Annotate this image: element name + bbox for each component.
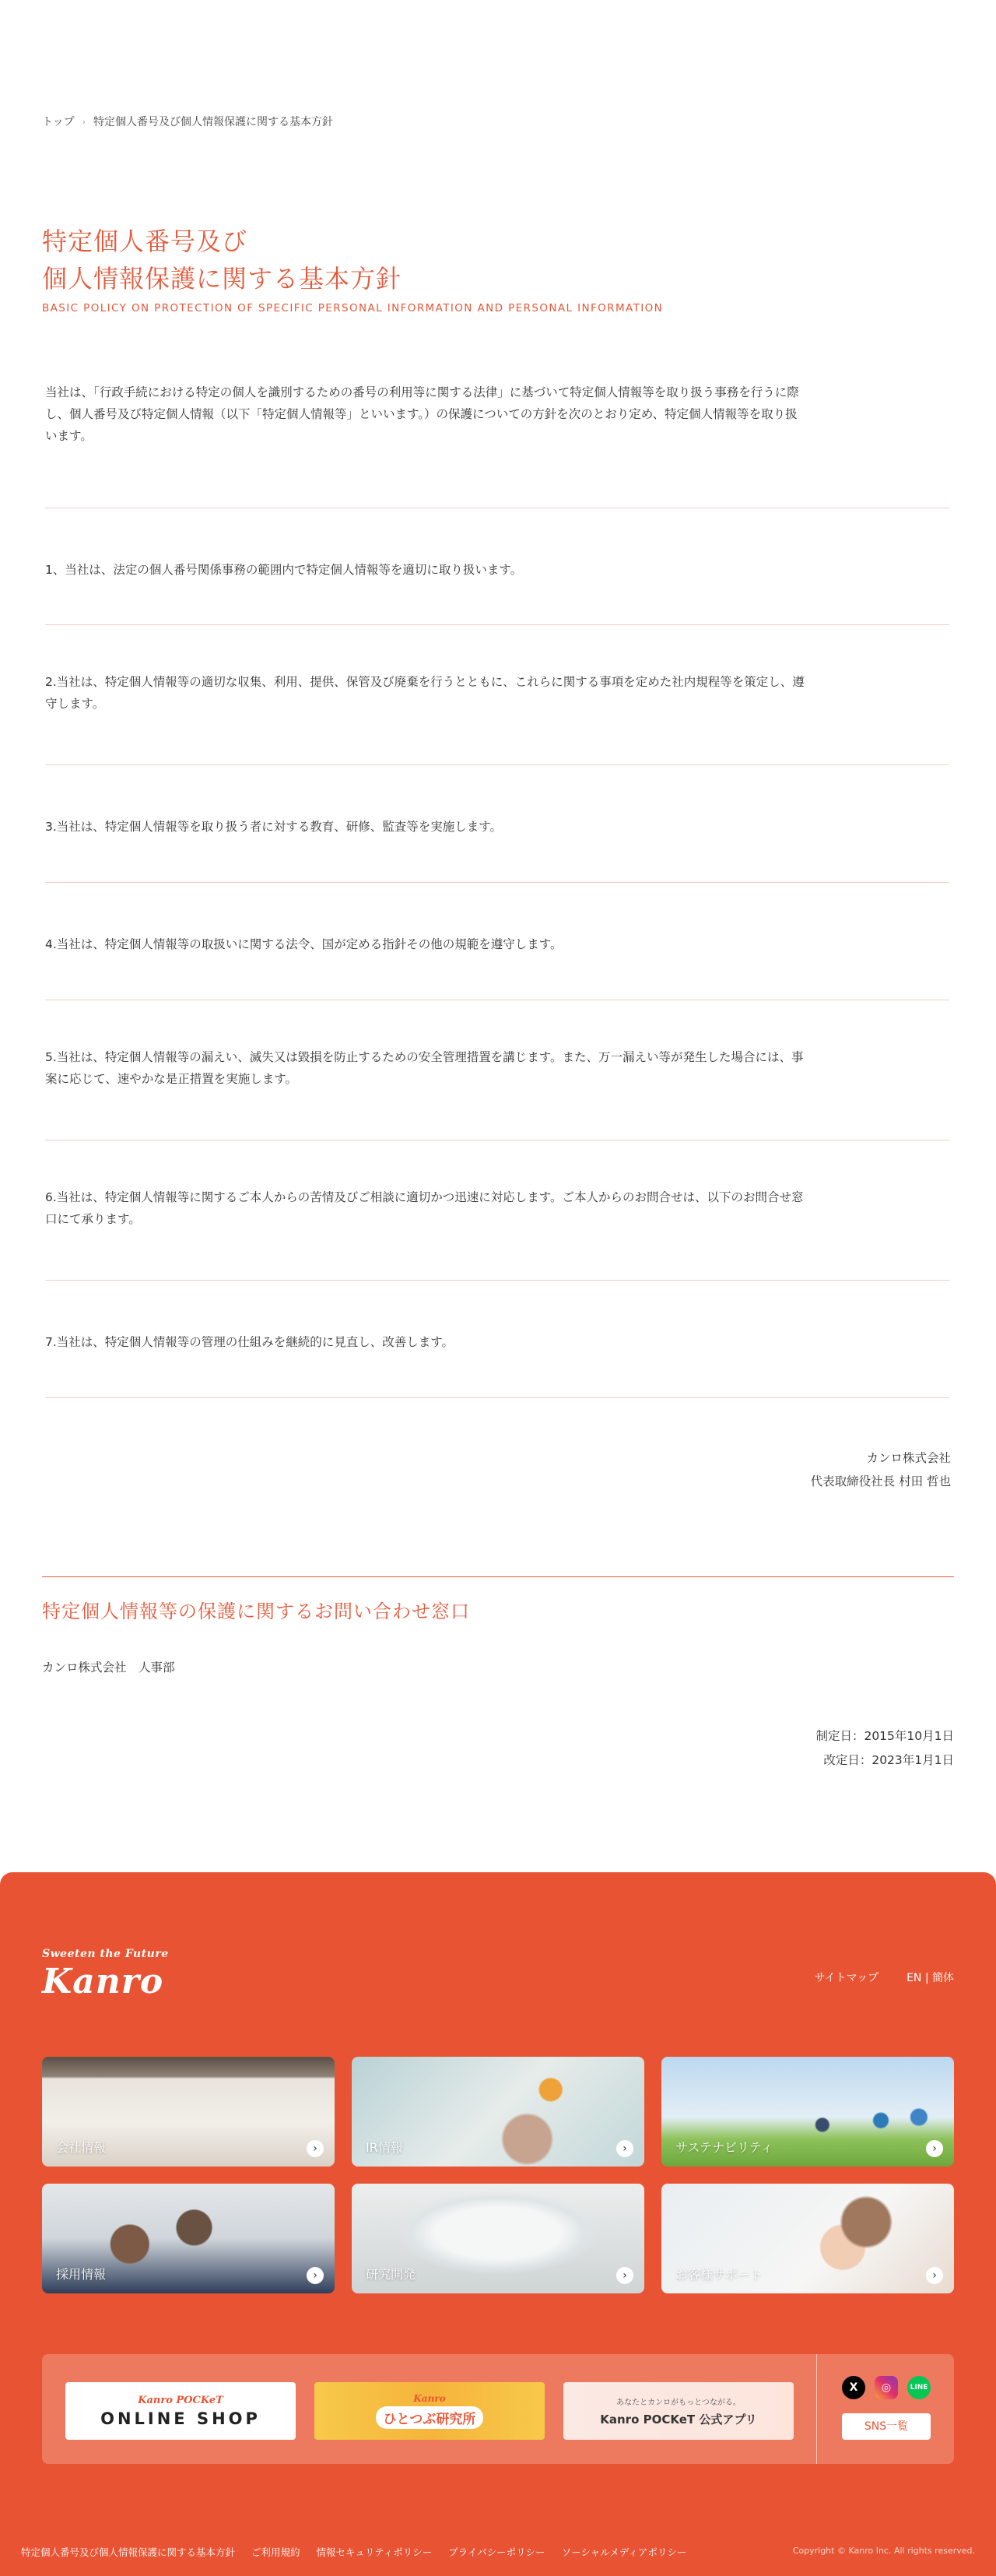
logo-wordmark: Kanro — [42, 1962, 164, 2001]
footer-link-terms[interactable]: ご利用規約 — [251, 2546, 300, 2558]
footer-link-security-policy[interactable]: 情報セキュリティポリシー — [316, 2546, 433, 2558]
contact-title: 特定個人情報等の保護に関するお問い合わせ窓口 — [42, 1601, 470, 1622]
footer-link-basic-policy[interactable]: 特定個人番号及び個人情報保護に関する基本方針 — [21, 2546, 236, 2558]
divider — [45, 882, 949, 883]
online-shop-brand: Kanro POCKeT — [138, 2394, 223, 2406]
page-title — [42, 223, 663, 297]
sns-list-button[interactable]: SNS一覧 — [842, 2413, 931, 2440]
sitemap-link[interactable]: サイトマップ — [814, 1972, 879, 1984]
chevron-right-icon: › — [616, 2267, 633, 2284]
divider — [45, 1397, 949, 1398]
signature-representative: 代表取締役社長 村田 哲也 — [810, 1474, 951, 1488]
line-icon[interactable]: LINE — [907, 2376, 931, 2399]
card-customer-support[interactable] — [661, 2184, 954, 2293]
policy-dates — [815, 1724, 954, 1773]
chevron-right-icon: › — [307, 2140, 324, 2157]
page-title-line-1: 特定個人番号及び — [42, 227, 248, 256]
divider — [45, 624, 949, 625]
instagram-icon[interactable]: ◎ — [875, 2376, 898, 2399]
card-label: サステナビリティ — [675, 2140, 773, 2155]
policy-item-6: 6.当社は、特定個人情報等に関するご本人からの苦情及びご相談に適切かつ迅速に対応します。ご本人からのお問合せは、以下のお問合せ窓口にて承ります。 — [45, 1190, 804, 1226]
signature — [811, 1446, 951, 1493]
policy-item-2: 2.当社は、特定個人情報等の適切な収集、利用、提供、保管及び廃棄を行うとともに、これらに関する事項を定めた社内規程等を策定し、遵守します。 — [45, 675, 805, 711]
revised-date: 改定日：2023年1月1日 — [823, 1753, 954, 1767]
card-label: IR情報 — [366, 2140, 403, 2155]
policy-item-5: 5.当社は、特定個人情報等の漏えい、滅失又は毀損を防止するための安全管理措置を講じます。また、万一漏えい等が発生した場合には、事案に応じて、速やかな是正措置を実施します。 — [45, 1050, 804, 1086]
footer-link-privacy-policy[interactable]: プライバシーポリシー — [448, 2546, 545, 2558]
card-label: 会社情報 — [56, 2140, 107, 2155]
breadcrumb-current: 特定個人番号及び個人情報保護に関する基本方針 — [93, 116, 333, 128]
app-banner-caption: あなたとカンロがもっとつながる。 — [616, 2398, 741, 2407]
divider — [45, 764, 949, 765]
policy-item-3: 3.当社は、特定個人情報等を取り扱う者に対する教育、研修、監査等を実施します。 — [45, 820, 503, 834]
chevron-right-icon: › — [926, 2140, 943, 2157]
policy-intro: 当社は、「行政手続における特定の個人を識別するための番号の利用等に関する法律」に基づいて特定個人情報等を取り扱う事務を行うに際し、個人番号及び特定個人情報（以下「特定個人情報等」といいます。）の保護についての方針を次のとおり定め、特定個人情報等を取り扱います。 — [45, 385, 799, 443]
card-sustainability[interactable] — [661, 2057, 954, 2167]
footer-top-links — [815, 1970, 954, 1985]
site-footer — [0, 1872, 996, 2576]
promo-divider — [816, 2354, 817, 2464]
page-header — [42, 223, 663, 315]
signature-company: カンロ株式会社 — [866, 1451, 951, 1465]
chevron-right-icon: › — [926, 2267, 943, 2284]
online-shop-banner[interactable] — [65, 2382, 296, 2440]
breadcrumb-separator-icon: › — [82, 116, 86, 127]
card-company-info[interactable] — [42, 2057, 335, 2167]
breadcrumb — [42, 114, 333, 129]
app-banner-title: Kanro POCKeT 公式アプリ — [600, 2412, 757, 2427]
research-lab-title: ひとつぶ研究所 — [376, 2406, 484, 2429]
footer-link-social-media-policy[interactable]: ソーシャルメディアポリシー — [561, 2546, 687, 2558]
card-label: お客様サポート — [675, 2267, 763, 2282]
established-date: 制定日：2015年10月1日 — [815, 1729, 954, 1743]
footer-card-grid — [42, 2057, 954, 2293]
online-shop-title: ONLINE SHOP — [100, 2409, 261, 2428]
logo-tagline: Sweeten the Future — [42, 1948, 169, 1960]
page-subtitle-english: BASIC POLICY ON PROTECTION OF SPECIFIC PERSONAL INFORMATION AND PERSONAL INFORMATION — [42, 302, 664, 315]
card-ir-info[interactable] — [352, 2057, 644, 2167]
promo-banner-area — [42, 2354, 954, 2464]
card-label: 採用情報 — [56, 2267, 107, 2282]
chevron-right-icon: › — [307, 2267, 324, 2284]
breadcrumb-home-link[interactable]: トップ — [42, 116, 75, 128]
policy-item-7: 7.当社は、特定個人情報等の管理の仕組みを継続的に見直し、改善します。 — [45, 1335, 454, 1349]
contact-department: カンロ株式会社 人事部 — [42, 1661, 175, 1675]
research-lab-brand: Kanro — [413, 2393, 446, 2404]
research-lab-banner[interactable] — [314, 2382, 545, 2440]
card-label: 研究開発 — [366, 2267, 416, 2282]
kanro-logo[interactable] — [42, 1948, 174, 2001]
x-icon[interactable]: X — [842, 2376, 865, 2399]
policy-item-1: 1、当社は、法定の個人番号関係事務の範囲内で特定個人情報等を適切に取り扱います。 — [45, 563, 523, 577]
sns-block — [840, 2376, 933, 2440]
page-title-line-2: 個人情報保護に関する基本方針 — [42, 264, 402, 293]
card-recruit[interactable] — [42, 2184, 335, 2293]
sns-icons — [840, 2376, 933, 2399]
chevron-right-icon: › — [616, 2140, 633, 2157]
copyright: Copyright © Kanro Inc. All rights reserved. — [792, 2546, 975, 2556]
card-research[interactable] — [352, 2184, 644, 2293]
policy-item-4: 4.当社は、特定個人情報等の取扱いに関する法令、国が定める指針その他の規範を遵守します。 — [45, 937, 563, 951]
language-switch[interactable]: EN | 簡体 — [907, 1972, 954, 1984]
divider — [45, 1280, 949, 1281]
app-banner[interactable] — [563, 2382, 794, 2440]
footer-links — [21, 2545, 686, 2559]
contact-divider — [42, 1576, 954, 1577]
policy-content — [45, 381, 949, 1349]
